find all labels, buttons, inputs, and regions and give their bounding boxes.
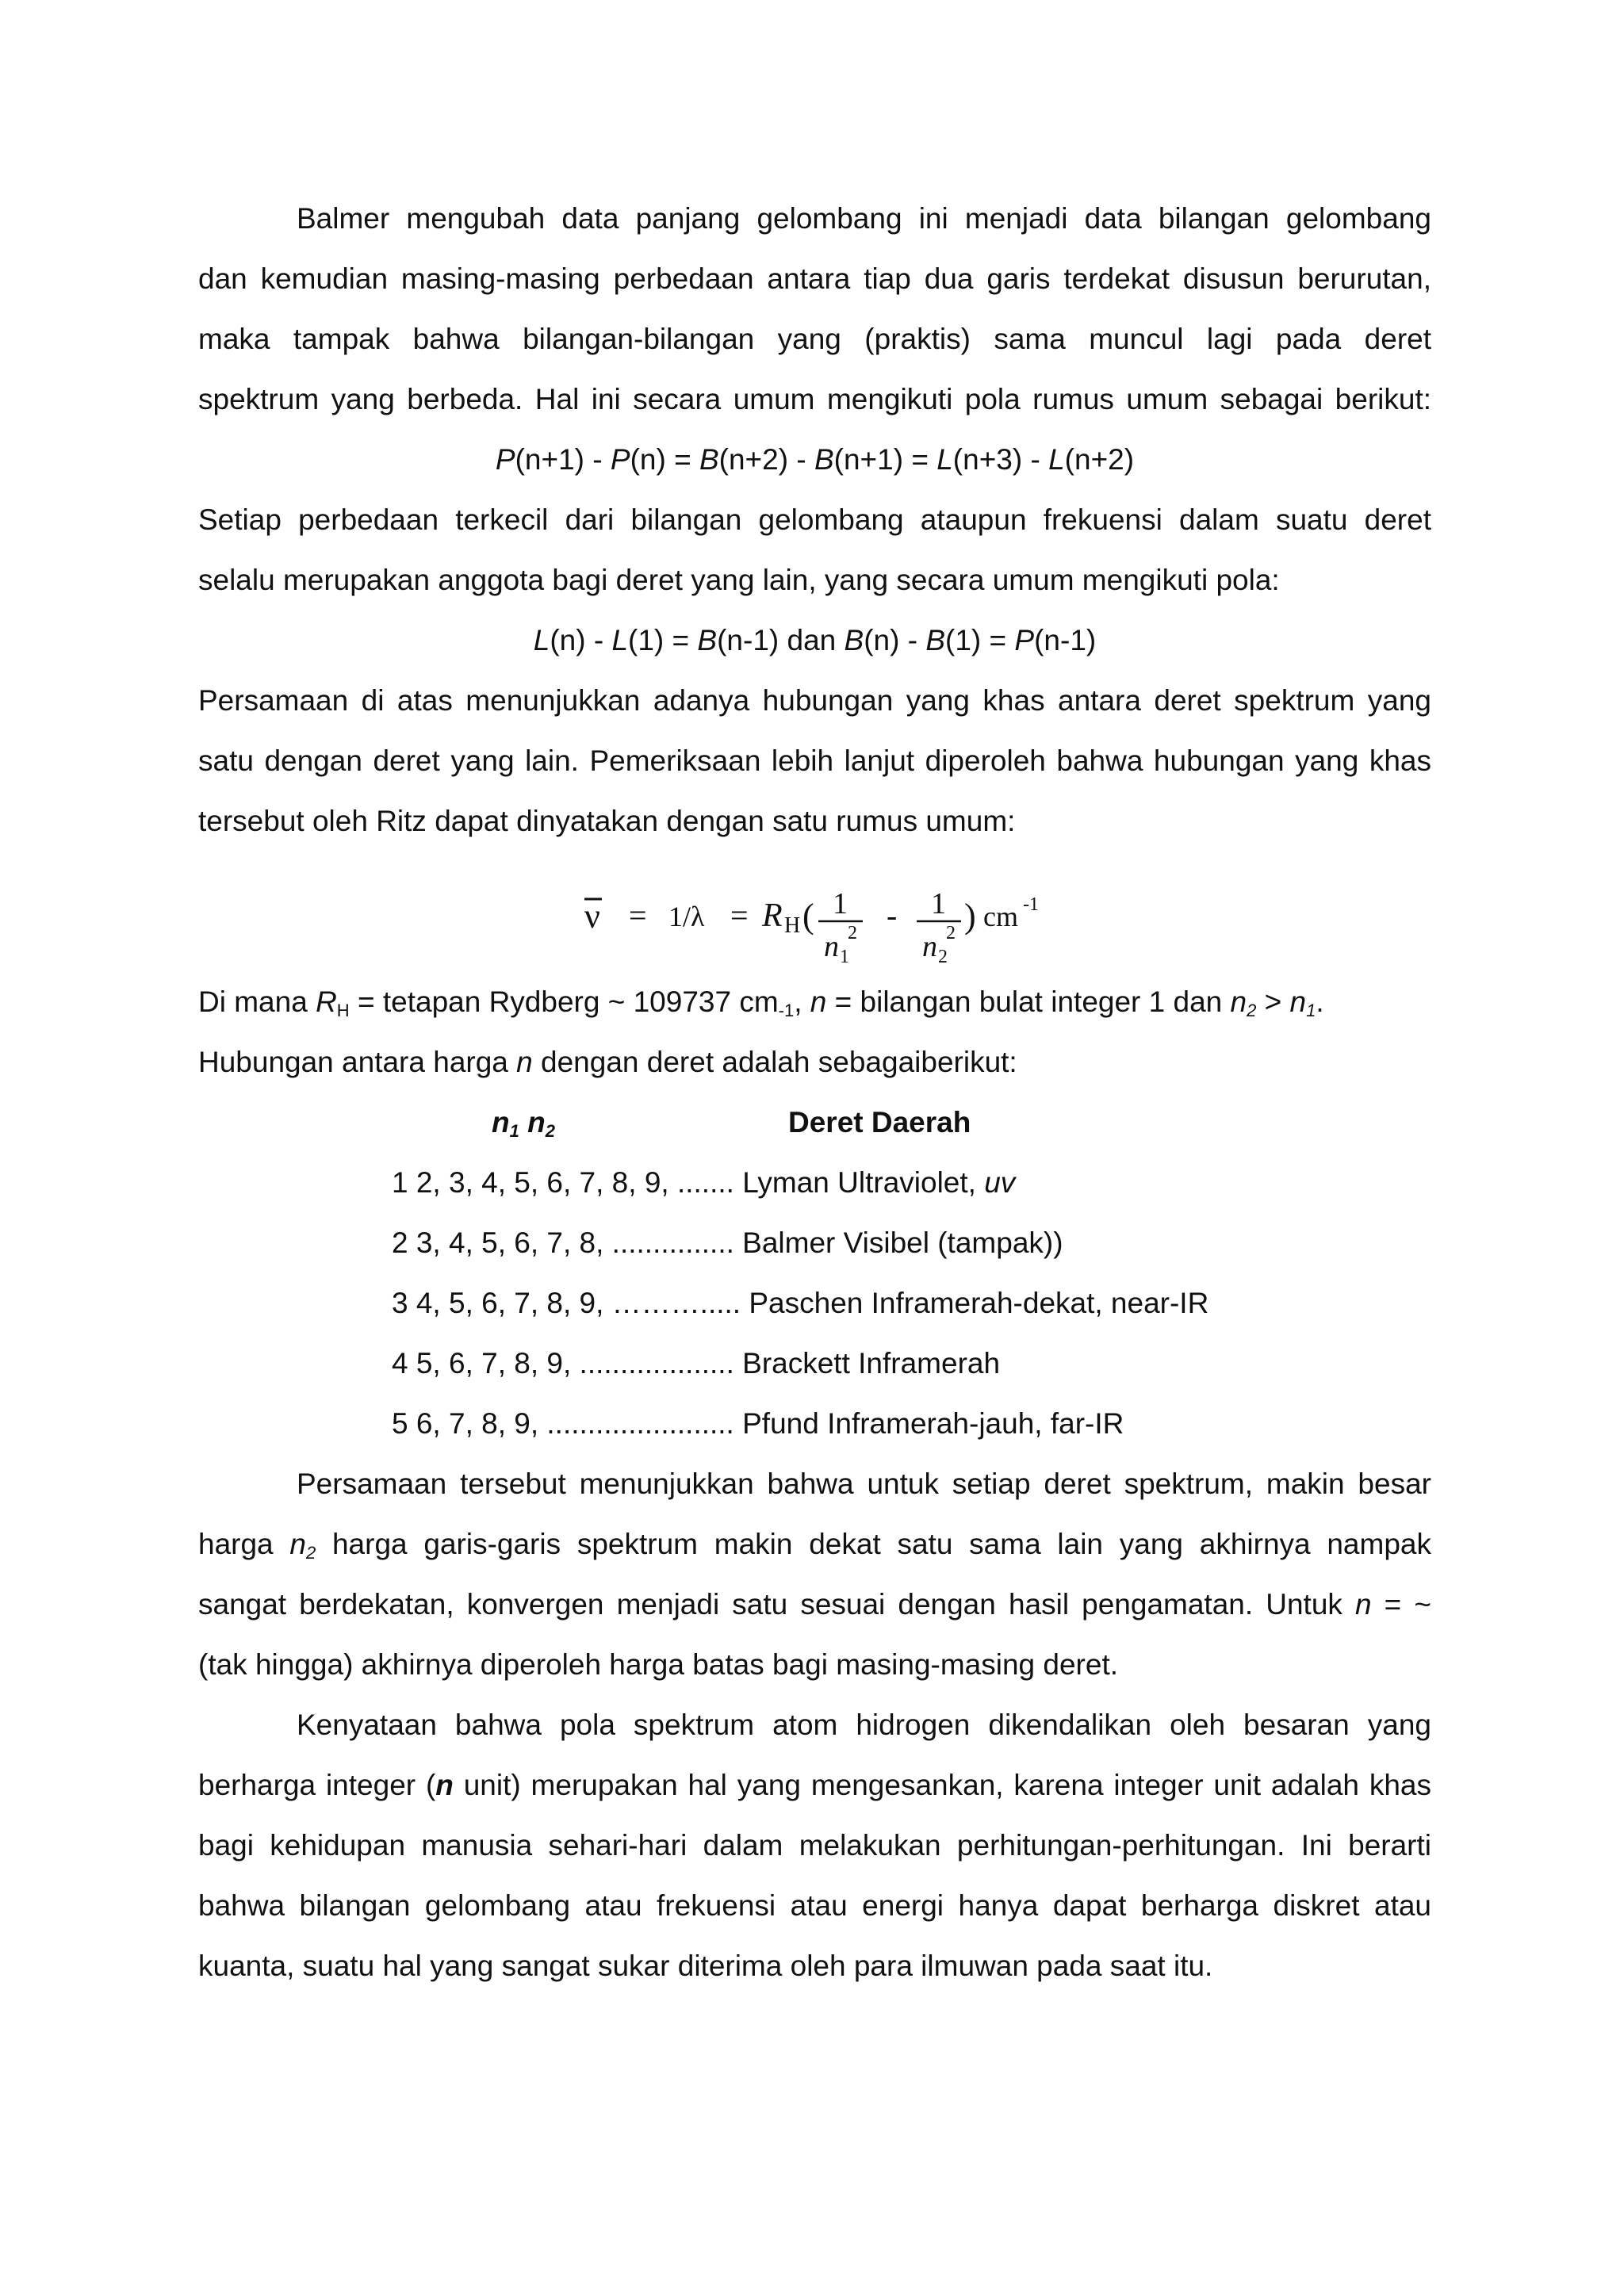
symbol-n: n [1355,1588,1372,1621]
row-text: 3 4, 5, 6, 7, 8, 9, ………..... Paschen Inframerah-dekat, near-IR [392,1287,1209,1319]
eq-text: (n) = [630,443,699,476]
text-run: = bilangan bulat integer 1 dan [826,985,1231,1018]
rydberg-symbol: R [762,897,783,934]
text-run: unit) merupakan hal yang mengesankan, karena integer unit adalah khas [453,1769,1431,1801]
paragraph-convergence [198,1454,1431,1695]
paragraph-difference [198,490,1431,610]
denominator-2-sub: 2 [938,947,948,967]
header-n2: n [519,1106,546,1138]
text-line: spektrum yang berbeda. Hal ini secara umum mengikuti pola rumus umum sebagai berikut: [198,383,1431,415]
text-line: satu dengan deret yang lain. Pemeriksaan lebih lanjut diperoleh bahwa hubungan yang khas [198,744,1431,777]
paragraph-ritz [198,671,1431,851]
text-line: tersebut oleh Ritz dapat dinyatakan dengan satu rumus umum: [198,805,1016,837]
close-paren: ) [964,897,976,936]
unit-exponent: -1 [1023,894,1039,915]
unit-exponent: -1 [778,1001,795,1020]
text-line: maka tampak bahwa bilangan-bilangan yang (praktis) sama muncul lagi pada deret [198,323,1431,355]
text-line: kuanta, suatu hal yang sangat sukar diterima oleh para ilmuwan pada saat itu. [198,1950,1213,1982]
eq-symbol: B [697,624,718,656]
equals-sign: = [730,897,749,933]
rydberg-subscript: H [784,913,801,938]
text-line [198,1032,1431,1093]
rydberg-symbol: R [316,985,337,1018]
text-run: sangat berdekatan, konvergen menjadi satu sesuai dengan hasil pengamatan. Untuk [198,1588,1355,1621]
text-line: selalu merupakan anggota bagi deret yang lain, yang secara umum mengikuti pola: [198,564,1280,596]
symbol-n: n [435,1769,454,1801]
text-line: bagi kehidupan manusia sehari-hari dalam melakukan perhitungan-perhitungan. Ini berarti [198,1829,1431,1862]
text-line: Kenyataan bahwa pola spektrum atom hidrogen dikendalikan oleh besaran yang [297,1709,1431,1741]
text-line: dan kemudian masing-masing perbedaan antara tiap dua garis terdekat disusun berurutan, [198,262,1431,295]
text-run: > [1256,985,1290,1018]
eq-symbol: L [936,443,953,476]
paragraph-balmer [198,189,1431,430]
text-run: harga [198,1528,290,1560]
series-row-pfund [198,1394,1431,1454]
eq-symbol: P [495,443,515,476]
eq-symbol: B [844,624,864,656]
text-run: dengan deret adalah sebagaiberikut: [532,1046,1017,1078]
text-line [198,1514,1431,1575]
row-text: 2 3, 4, 5, 6, 7, 8, ............... Balmer Visibel (tampak)) [392,1226,1063,1259]
eq-text: (n+1) - [515,443,611,476]
eq-text: (n) - [550,624,612,656]
open-paren: ( [802,897,814,936]
paragraph-definitions [198,972,1431,1093]
series-row-brackett [198,1334,1431,1394]
eq-text: (n+3) - [952,443,1049,476]
text-line: bahwa bilangan gelombang atau frekuensi atau energi hanya dapat berharga diskret atau [198,1889,1431,1922]
text-run: berharga integer ( [198,1769,436,1801]
eq-text: (n-1) [1034,624,1097,656]
eq-symbol: L [1048,443,1065,476]
rydberg-formula [198,851,1431,972]
subscript: 1 [509,1121,519,1141]
eq-symbol: L [533,624,550,656]
eq-symbol: P [1014,624,1035,656]
text-run: = tetapan Rydberg ~ 109737 cm [349,985,779,1018]
text-line [198,972,1431,1032]
eq-symbol: B [814,443,834,476]
header-n1: n [492,1106,510,1138]
text-run: , [794,985,810,1018]
series-row-lyman [198,1153,1431,1213]
eq-symbol: B [699,443,719,476]
denominator-2-sup: 2 [946,923,956,943]
subscript: 2 [1247,1001,1257,1020]
text-run: harga garis-garis spektrum makin dekat satu sama lain yang akhirnya nampak [316,1528,1431,1560]
series-row-paschen [198,1273,1431,1334]
denominator-1-sup: 2 [848,923,857,943]
subscript: H [336,1001,350,1020]
paragraph-quanta [198,1695,1431,1996]
subscript: 1 [1306,1001,1316,1020]
text-line: Persamaan di atas menunjukkan adanya hubungan yang khas antara deret spektrum yang [198,684,1431,717]
symbol-n: n [289,1528,306,1560]
subscript: 2 [305,1543,316,1563]
text-run: Hubungan antara harga [198,1046,517,1078]
nu-symbol: ν [584,897,600,936]
eq-text: (n) - [864,624,926,656]
row-tail: uv [984,1166,1016,1199]
eq-text: (1) = [945,624,1015,656]
series-row-balmer [198,1213,1431,1273]
rydberg-formula-svg [198,851,1431,972]
eq-symbol: B [925,624,946,656]
symbol-n: n [810,985,827,1018]
text-line [198,1755,1431,1816]
text-line [198,1575,1431,1635]
equation-pattern-2 [198,610,1431,671]
row-text: 1 2, 3, 4, 5, 6, 7, 8, 9, ....... Lyman Ultraviolet, [392,1166,985,1199]
symbol-n: n [1230,985,1247,1018]
subscript: 2 [545,1121,555,1141]
header-n-columns [492,1093,555,1157]
header-deret-daerah: Deret Daerah [788,1106,971,1138]
numerator-1: 1 [833,887,848,920]
denominator-1-sub: 1 [840,947,849,967]
row-text: 5 6, 7, 8, 9, ....................... Pfund Inframerah-jauh, far-IR [392,1407,1124,1440]
row-text: 4 5, 6, 7, 8, 9, ................... Brackett Inframerah [392,1347,1001,1380]
text-line: Setiap perbedaan terkecil dari bilangan gelombang ataupun frekuensi dalam suatu deret [198,503,1431,536]
numerator-2: 1 [931,887,946,920]
symbol-n: n [1289,985,1307,1018]
text-run: = ~ [1371,1588,1431,1621]
inverse-lambda: 1/λ [668,901,705,932]
text-line: Persamaan tersebut menunjukkan bahwa untuk setiap deret spektrum, makin besar [297,1468,1431,1500]
equals-sign: = [629,897,647,933]
page-content [198,189,1431,1996]
denominator-2: n [922,930,937,963]
series-table [198,1093,1431,1454]
text-line: (tak hingga) akhirnya diperoleh harga batas bagi masing-masing deret. [198,1648,1119,1681]
eq-text: (n+2) - [718,443,814,476]
eq-text: (n+1) = [833,443,937,476]
symbol-n: n [516,1046,533,1078]
eq-symbol: P [610,443,630,476]
text-line: Balmer mengubah data panjang gelombang ini menjadi data bilangan gelombang [297,202,1431,235]
series-table-header [198,1093,1431,1153]
unit-cm: cm [983,901,1018,932]
eq-symbol: L [611,624,629,656]
eq-text: (1) = [628,624,698,656]
text-run: Di mana [198,985,316,1018]
denominator-1: n [824,930,839,963]
text-run: . [1316,985,1324,1018]
minus-sign: - [887,897,898,933]
equation-pattern-1 [198,430,1431,490]
eq-text: (n-1) dan [717,624,845,656]
eq-text: (n+2) [1064,443,1135,476]
